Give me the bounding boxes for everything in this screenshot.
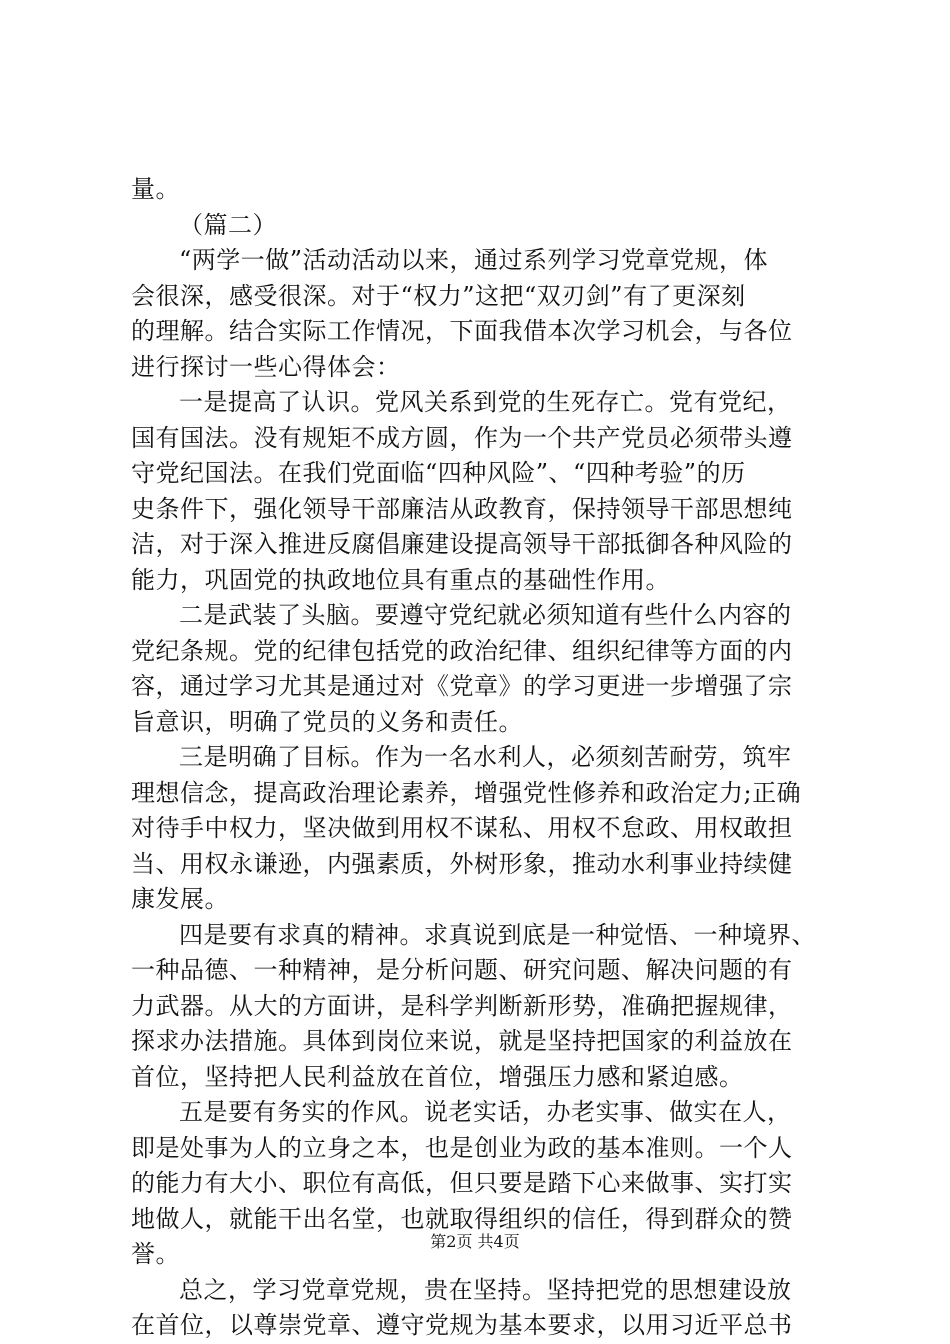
text-line: 的理解。结合实际工作情况，下面我借本次学习机会，与各位 [131,317,793,345]
text-line: 首位，坚持把人民利益放在首位，增强压力感和紧迫感。 [131,1062,744,1091]
text-line: 的能力有大小、职位有高低，但只要是踏下心来做事、实打实 [131,1169,793,1197]
page-footer: 第2页 共4页 [430,1232,520,1251]
text-line: 理想信念，提高政治理论素养，增强党性修养和政治定力;正确 [131,778,802,807]
text-line: 史条件下，强化领导干部廉洁从政教育，保持领导干部思想纯 [131,494,793,523]
text-line: 誉。 [131,1240,180,1268]
text-line: 当、用权永谦逊，内强素质，外树形象，推动水利事业持续健 [131,849,793,878]
text-line: 三是明确了目标。作为一名水利人，必须刻苦耐劳，筑牢 [179,743,792,771]
text-line: 一种品德、一种精神，是分析问题、研究问题、解决问题的有 [131,956,793,984]
text-line: （篇二） [179,210,277,239]
text-line: 一是提高了认识。党风关系到党的生死存亡。党有党纪， [179,388,792,416]
text-line: 在首位，以尊崇党章、遵守党规为基本要求，以用习近平总书 [131,1311,793,1339]
text-line: 即是处事为人的立身之本，也是创业为政的基本准则。一个人 [131,1133,793,1162]
text-line: 五是要有务实的作风。说老实话，办老实事、做实在人， [179,1098,792,1126]
text-line: 旨意识，明确了党员的义务和责任。 [131,707,523,736]
text-line: 对待手中权力，坚决做到用权不谋私、用权不怠政、用权敢担 [131,814,793,842]
text-line: 力武器。从大的方面讲，是科学判断新形势，准确把握规律， [131,991,793,1020]
text-line: 地做人，就能干出名堂，也就取得组织的信任，得到群众的赞 [131,1204,793,1233]
text-line: 进行探讨一些心得体会： [131,352,401,381]
document-body [131,172,831,1344]
text-line: 会很深，感受很深。对于“权力”这把“双刃剑”有了更深刻 [131,281,746,310]
text-line: 洁，对于深入推进反腐倡廉建设提高领导干部抵御各种风险的 [131,530,793,558]
text-line: 总之，学习党章党规，贵在坚持。坚持把党的思想建设放 [179,1275,792,1304]
text-line: 量。 [131,175,180,203]
text-line: 康发展。 [131,885,229,913]
text-line: 守党纪国法。在我们党面临“四种风险”、“四种考验”的历 [131,459,746,487]
text-line: 四是要有求真的精神。求真说到底是一种觉悟、一种境界、 [179,920,816,949]
text-line: 党纪条规。党的纪律包括党的政治纪律、组织纪律等方面的内 [131,636,793,665]
text-line: 能力，巩固党的执政地位具有重点的基础性作用。 [131,565,670,594]
text-line: 国有国法。没有规矩不成方圆，作为一个共产党员必须带头遵 [131,423,793,452]
text-line: 容，通过学习尤其是通过对《党章》的学习更进一步增强了宗 [131,672,793,700]
text-line: “两学一做”活动活动以来，通过系列学习党章党规，体 [179,246,769,274]
text-line: 二是武装了头脑。要遵守党纪就必须知道有些什么内容的 [179,601,792,629]
text-line: 探求办法措施。具体到岗位来说，就是坚持把国家的利益放在 [131,1027,793,1055]
